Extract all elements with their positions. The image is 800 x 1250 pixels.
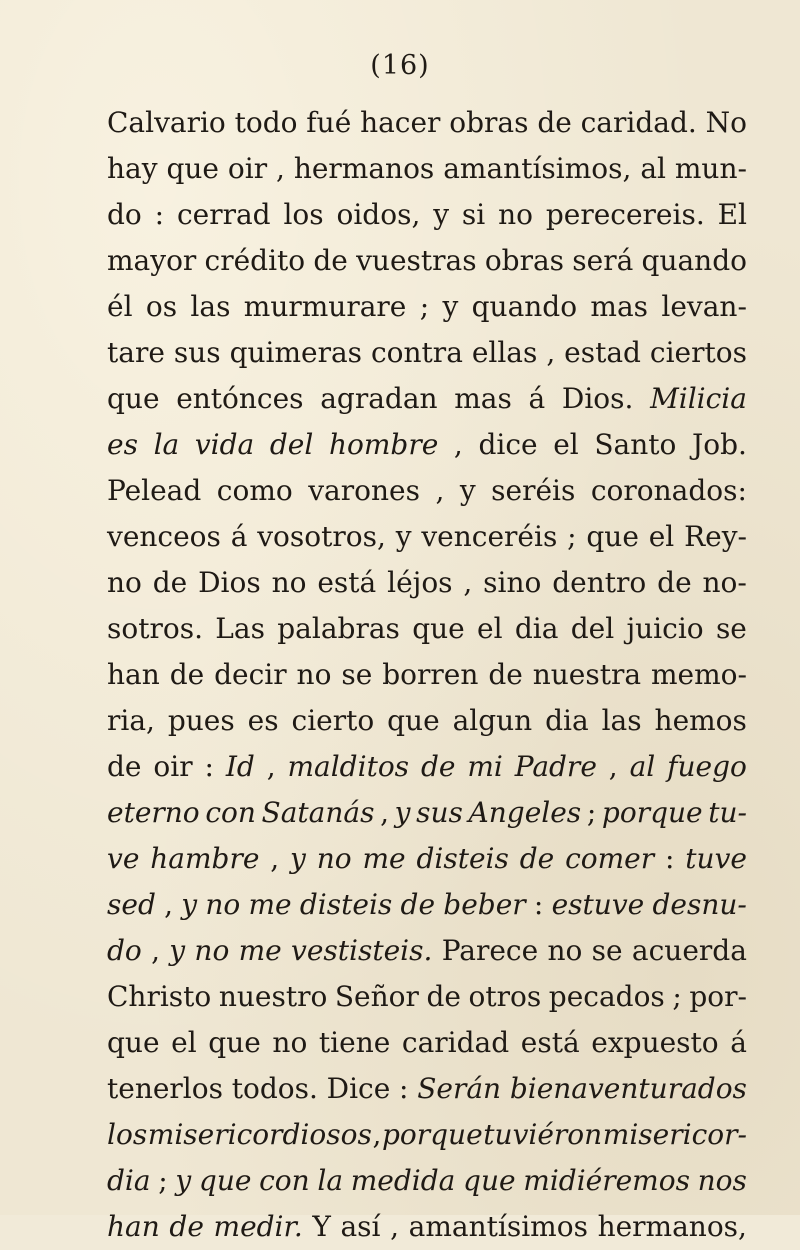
italic-word: porque — [601, 796, 703, 829]
word: seréis — [491, 474, 576, 507]
text-line — [107, 698, 747, 744]
text-line — [107, 100, 747, 146]
word: oir — [227, 152, 268, 185]
word: expuesto — [591, 1026, 719, 1059]
word: y — [442, 290, 459, 323]
italic-word: dia — [107, 1164, 151, 1197]
italic-word: Id — [225, 750, 255, 783]
word: y — [433, 198, 450, 231]
word: , — [463, 566, 473, 599]
word: , — [608, 750, 618, 783]
text-line — [107, 928, 747, 974]
italic-word: sed — [107, 888, 156, 921]
word: vosotros, — [257, 520, 386, 553]
word: de — [488, 658, 523, 691]
italic-word: sus — [416, 796, 463, 829]
word: las — [190, 290, 231, 323]
italic-word: no — [205, 888, 241, 921]
italic-word: malditos — [287, 750, 410, 783]
word: ellas — [471, 336, 538, 369]
word: ; — [419, 290, 430, 323]
text-line — [107, 836, 747, 882]
word: y — [395, 520, 412, 553]
word: han — [107, 658, 160, 691]
word: quimeras — [229, 336, 363, 369]
word: obras — [484, 244, 565, 277]
word: y — [459, 474, 476, 507]
word: que — [412, 612, 465, 645]
word: dia — [514, 612, 559, 645]
italic-word: me — [238, 934, 282, 967]
italic-word: tuve — [685, 842, 747, 875]
word: No — [705, 106, 747, 139]
italic-word: medir. — [213, 1210, 303, 1243]
word: á — [528, 382, 546, 415]
word: mun- — [674, 152, 747, 185]
word: otros — [468, 980, 542, 1013]
word: que — [387, 704, 440, 737]
word: sotros. — [107, 612, 203, 645]
word: de — [657, 566, 692, 599]
body-text — [107, 100, 747, 1250]
text-line — [107, 1204, 747, 1250]
word: decir — [214, 658, 287, 691]
italic-word: disteis — [416, 842, 509, 875]
word: léjos — [387, 566, 453, 599]
word: Señor — [334, 980, 419, 1013]
word: Calvario — [107, 106, 226, 139]
word: de — [426, 980, 461, 1013]
word: : — [154, 198, 165, 231]
text-line — [107, 882, 747, 928]
word: dia — [545, 704, 589, 737]
word: obras — [449, 106, 529, 139]
word: nuestro — [218, 980, 328, 1013]
word: el — [171, 1026, 197, 1059]
word: , — [276, 152, 285, 185]
text-line — [107, 1066, 747, 1112]
italic-word: del — [269, 428, 314, 461]
word: que — [107, 382, 160, 415]
word: Parece — [441, 934, 539, 967]
word: nuestra — [532, 658, 642, 691]
word: Y — [312, 1210, 331, 1243]
italic-word: desnu- — [652, 888, 747, 921]
word: , — [380, 796, 389, 829]
italic-word: tu- — [708, 796, 747, 829]
word: amantísimos, — [443, 152, 632, 185]
word: hermanos, — [597, 1210, 747, 1243]
italic-word: no — [194, 934, 230, 967]
word: todos. — [231, 1072, 318, 1105]
word: del — [570, 612, 615, 645]
text-line — [107, 284, 747, 330]
word: quando — [471, 290, 578, 323]
word: Dice — [326, 1072, 391, 1105]
italic-word: me — [248, 888, 292, 921]
word: : — [399, 1072, 409, 1105]
word: caridad. — [580, 106, 697, 139]
word: Dios. — [561, 382, 634, 415]
word: ; — [586, 796, 597, 829]
text-line — [107, 790, 747, 836]
word: ria, — [107, 704, 155, 737]
text-line — [107, 744, 747, 790]
word: los — [283, 198, 324, 231]
word: pecados — [548, 980, 665, 1013]
word: el — [553, 428, 579, 461]
word: de — [313, 244, 348, 277]
word: : — [664, 842, 675, 875]
italic-word: no — [316, 842, 352, 875]
word: levan- — [661, 290, 747, 323]
word: será — [572, 244, 634, 277]
word: do — [107, 198, 142, 231]
word: se — [591, 934, 623, 967]
word: todo — [234, 106, 298, 139]
text-line — [107, 652, 747, 698]
word: es — [247, 704, 279, 737]
text-line — [107, 1158, 747, 1204]
word: él — [107, 290, 133, 323]
word: Rey- — [684, 520, 747, 553]
word: no — [296, 658, 332, 691]
text-line — [107, 192, 747, 238]
word: , — [164, 888, 174, 921]
word: al — [640, 152, 666, 185]
word: á — [730, 1026, 747, 1059]
word: Pelead — [107, 474, 202, 507]
word: Las — [215, 612, 265, 645]
word: sino — [483, 566, 542, 599]
word: caridad — [401, 1026, 510, 1059]
italic-word: de — [519, 842, 555, 875]
word: oidos, — [336, 198, 421, 231]
word: Job. — [692, 428, 747, 461]
text-line — [107, 1112, 747, 1158]
word: crédito — [204, 244, 306, 277]
italic-word: midiéremos — [523, 1164, 690, 1197]
italic-word: que — [198, 1164, 252, 1197]
word: varones — [308, 474, 420, 507]
italic-word: medida — [350, 1164, 456, 1197]
word: de — [169, 658, 205, 691]
italic-word: misericordiosos — [147, 1118, 372, 1151]
italic-word: Satanás — [261, 796, 375, 829]
word: , — [546, 336, 556, 369]
word: pues — [167, 704, 235, 737]
word: ; — [158, 1164, 168, 1197]
word: si — [461, 198, 486, 231]
word: contra — [370, 336, 463, 369]
italic-word: estuve — [551, 888, 645, 921]
word: ; — [672, 980, 682, 1013]
word: sus — [173, 336, 221, 369]
word: estad — [564, 336, 641, 369]
word: se — [341, 658, 373, 691]
word: tare — [107, 336, 165, 369]
word: murmurare — [243, 290, 407, 323]
italic-word: beber — [443, 888, 526, 921]
word: tiene — [318, 1026, 391, 1059]
word: El — [717, 198, 747, 231]
word: Santo — [594, 428, 677, 461]
word: á — [230, 520, 248, 553]
word: mas — [454, 382, 512, 415]
word: está — [520, 1026, 580, 1059]
italic-word: y — [175, 1164, 192, 1197]
word: , — [435, 474, 445, 507]
word: hemos — [654, 704, 747, 737]
italic-word: misericor- — [602, 1118, 747, 1151]
italic-word: de — [400, 888, 436, 921]
word: que — [586, 520, 639, 553]
italic-word: porque — [381, 1118, 483, 1151]
word: hay — [107, 152, 158, 185]
word: , — [453, 428, 463, 461]
italic-word: Angeles — [468, 796, 582, 829]
page-number: (16) — [370, 50, 430, 81]
word: dice — [478, 428, 538, 461]
word: perecereis. — [545, 198, 705, 231]
italic-word: vestisteis. — [291, 934, 433, 967]
italic-word: al — [629, 750, 656, 783]
italic-word: nos — [697, 1164, 747, 1197]
word: no — [271, 566, 307, 599]
word: amantísimos — [408, 1210, 588, 1243]
word: palabras — [277, 612, 400, 645]
word: , — [270, 842, 280, 875]
text-line — [107, 422, 747, 468]
word: Christo — [107, 980, 212, 1013]
word: quando — [641, 244, 747, 277]
word: que — [107, 1026, 160, 1059]
italic-word: ve — [107, 842, 140, 875]
word: agradan — [320, 382, 438, 415]
italic-word: con — [259, 1164, 310, 1197]
italic-word: han — [107, 1210, 160, 1243]
word: tenerlos — [107, 1072, 223, 1105]
word: hacer — [360, 106, 441, 139]
text-line — [107, 606, 747, 652]
italic-word: que — [463, 1164, 516, 1197]
italic-word: hambre — [150, 842, 260, 875]
word: ; — [567, 520, 577, 553]
italic-word: vida — [194, 428, 255, 461]
text-line — [107, 1020, 747, 1066]
word: entónces — [176, 382, 304, 415]
word: cierto — [291, 704, 375, 737]
word: mayor — [107, 244, 197, 277]
word: no — [498, 198, 533, 231]
word: de — [537, 106, 572, 139]
italic-word: la — [153, 428, 180, 461]
word: hermanos — [293, 152, 435, 185]
italic-word: y — [290, 842, 306, 875]
word: : — [533, 888, 544, 921]
italic-word: es — [107, 428, 138, 461]
italic-word: bienaventurados — [509, 1072, 747, 1105]
word: que — [166, 152, 219, 185]
word: venceréis — [421, 520, 558, 553]
italic-word: tuviéron — [483, 1118, 603, 1151]
italic-word: de — [420, 750, 456, 783]
italic-word: la — [317, 1164, 344, 1197]
italic-word: Padre — [514, 750, 597, 783]
word: , — [372, 1118, 382, 1151]
word: como — [216, 474, 293, 507]
word: no- — [702, 566, 747, 599]
italic-word: hombre — [328, 428, 439, 461]
word: el — [477, 612, 503, 645]
word: se — [715, 612, 747, 645]
word: por- — [689, 980, 747, 1013]
text-line — [107, 376, 747, 422]
italic-word: Serán — [417, 1072, 502, 1105]
word: borren — [382, 658, 479, 691]
italic-word: y — [169, 934, 186, 967]
italic-word: comer — [565, 842, 655, 875]
italic-word: mi — [467, 750, 503, 783]
text-line — [107, 560, 747, 606]
word: algun — [452, 704, 533, 737]
word: juicio — [626, 612, 704, 645]
italic-word: do — [107, 934, 142, 967]
word: dentro — [552, 566, 647, 599]
italic-word: Milicia — [650, 382, 747, 415]
italic-word: los — [107, 1118, 148, 1151]
word: así — [340, 1210, 381, 1243]
italic-word: fuego — [667, 750, 747, 783]
word: cerrad — [176, 198, 271, 231]
word: fué — [306, 106, 352, 139]
word: os — [145, 290, 178, 323]
italic-word: de — [169, 1210, 204, 1243]
word: ciertos — [649, 336, 747, 369]
word: las — [601, 704, 642, 737]
word: coronados: — [590, 474, 747, 507]
text-line — [107, 146, 747, 192]
italic-word: y — [181, 888, 198, 921]
text-line — [107, 974, 747, 1020]
word: vuestras — [356, 244, 477, 277]
italic-word: y — [394, 796, 411, 829]
italic-word: me — [362, 842, 406, 875]
word: memo- — [651, 658, 747, 691]
word: , — [266, 750, 276, 783]
word: no — [547, 934, 583, 967]
word: no — [107, 566, 142, 599]
word: el — [648, 520, 675, 553]
text-line — [107, 468, 747, 514]
word: de — [107, 750, 142, 783]
italic-word: eterno — [107, 796, 200, 829]
word: que — [208, 1026, 261, 1059]
word: venceos — [107, 520, 221, 553]
word: : — [204, 750, 214, 783]
word: de — [152, 566, 188, 599]
text-line — [107, 514, 747, 560]
word: oir — [153, 750, 193, 783]
word: no — [272, 1026, 308, 1059]
italic-word: con — [205, 796, 256, 829]
word: está — [317, 566, 377, 599]
italic-word: disteis — [299, 888, 393, 921]
word: mas — [590, 290, 649, 323]
word: , — [151, 934, 160, 967]
word: , — [390, 1210, 400, 1243]
text-line — [107, 330, 747, 376]
word: acuerda — [631, 934, 747, 967]
word: Dios — [198, 566, 261, 599]
text-line — [107, 238, 747, 284]
